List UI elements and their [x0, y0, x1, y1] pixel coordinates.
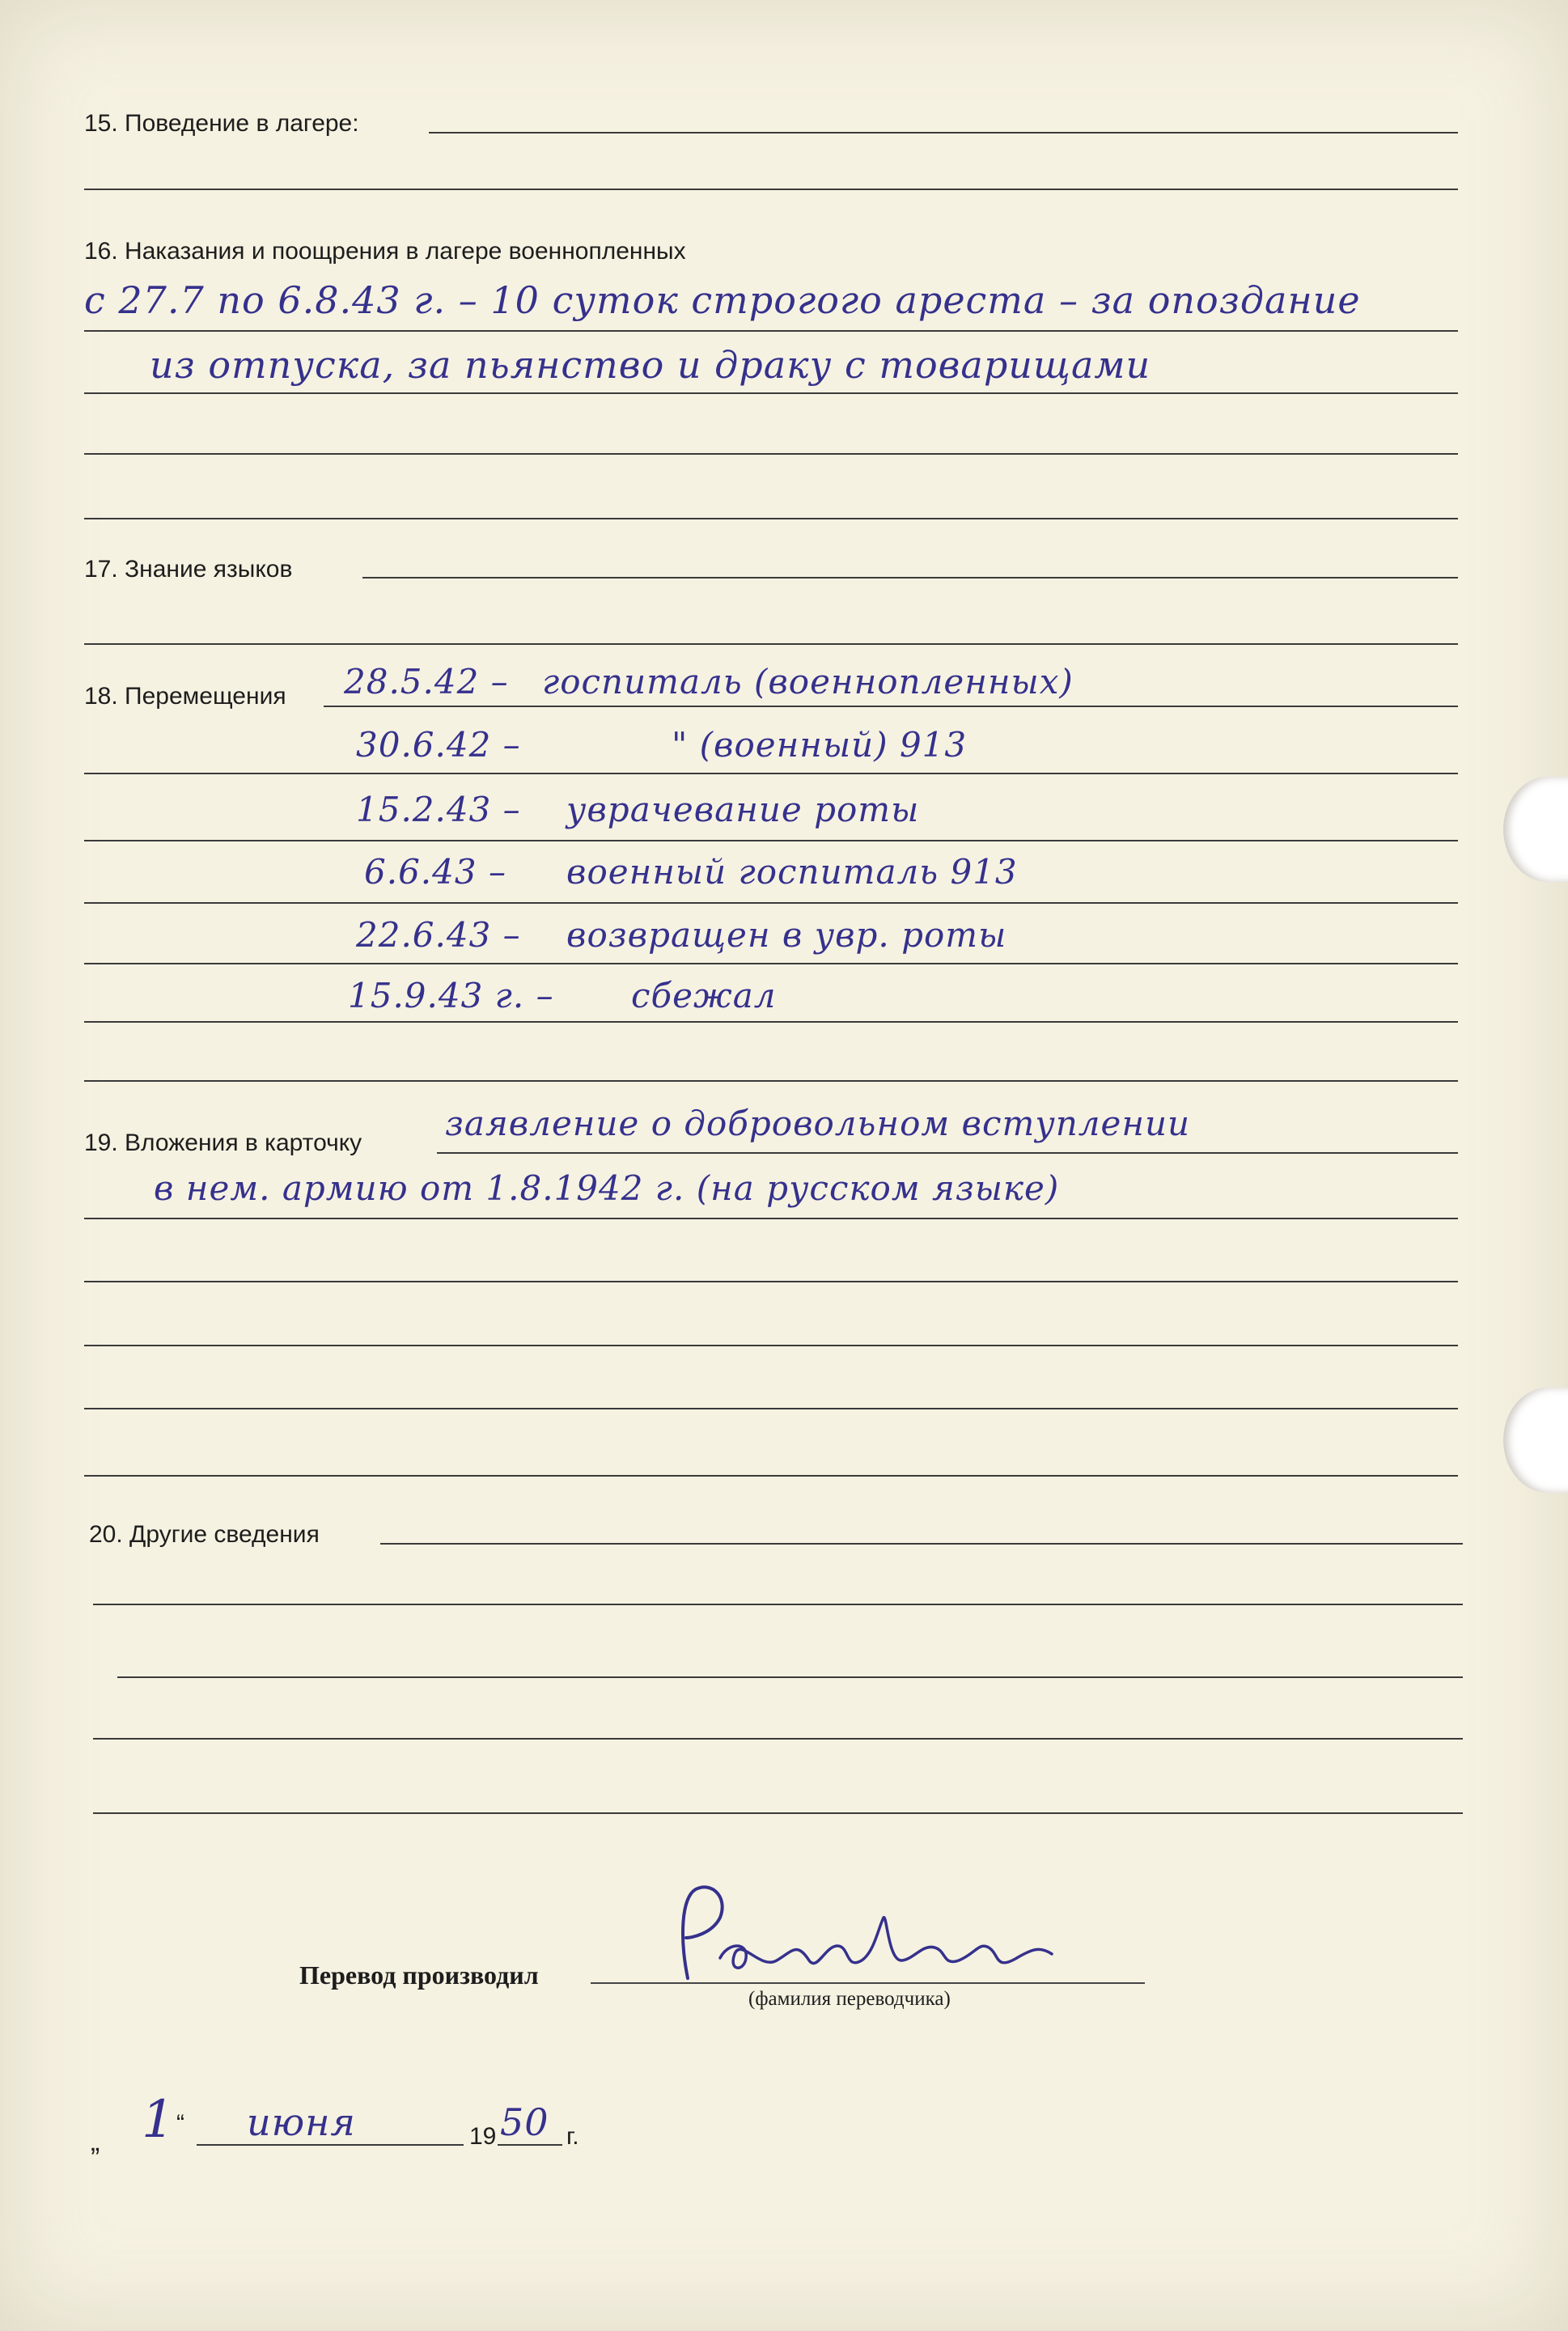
item-19-line-5 [84, 1408, 1458, 1409]
year-unit: г. [566, 2123, 579, 2150]
translator-signature [672, 1881, 1092, 1990]
item-19-line-6 [84, 1475, 1458, 1477]
item-16-handwriting-1: с 27.7 по 6.8.43 г. – 10 суток строгого ареста – за опоздание [84, 278, 1361, 322]
item-20-line-1 [380, 1543, 1463, 1545]
year-prefix: 19 [469, 2123, 497, 2150]
item-20-label: 20. Другие сведения [89, 1521, 320, 1548]
item-16-line-3 [84, 453, 1458, 455]
item-16-label: 16. Наказания и поощрения в лагере военнопленных [84, 238, 686, 265]
move-2-text: " (военный) 913 [672, 725, 968, 765]
item-18-line-4 [84, 902, 1458, 904]
move-4-date: 6.6.43 – [364, 852, 506, 892]
item-19-label: 19. Вложения в карточку [84, 1129, 362, 1156]
move-1-text: госпиталь (военнопленных) [542, 662, 1074, 701]
move-3-text: уврачевание роты [566, 790, 920, 829]
move-1-date: 28.5.42 – [344, 662, 509, 701]
date-month-line [197, 2144, 464, 2146]
item-18-line-3 [84, 840, 1458, 841]
item-18-line-5 [84, 963, 1458, 964]
item-16-line-1 [84, 330, 1458, 332]
item-19-line-4 [84, 1345, 1458, 1346]
item-19-handwriting-2: в нем. армию от 1.8.1942 г. (на русском языке) [154, 1168, 1060, 1208]
move-6-date: 15.9.43 г. – [348, 976, 554, 1015]
item-15-label: 15. Поведение в лагере: [84, 110, 359, 137]
year-line [498, 2144, 562, 2146]
binding-hole-bottom [1503, 1388, 1568, 1493]
item-20-line-2 [93, 1604, 1463, 1605]
move-3-date: 15.2.43 – [356, 790, 521, 829]
date-close-quote: “ [176, 2110, 184, 2137]
item-18-line-6 [84, 1021, 1458, 1023]
move-5-date: 22.6.43 – [356, 915, 521, 955]
item-16-handwriting-2: из отпуска, за пьянство и драку с товарищами [150, 343, 1151, 387]
item-20-line-5 [93, 1812, 1463, 1814]
date-day: 1 [142, 2090, 176, 2150]
item-19-line-1 [437, 1152, 1458, 1154]
item-20-line-4 [93, 1738, 1463, 1740]
item-16-line-4 [84, 518, 1458, 519]
date-open-quote: „ [91, 2126, 100, 2157]
item-17-label: 17. Знание языков [84, 556, 293, 583]
item-15-line-2 [84, 189, 1458, 190]
item-18-line-1 [324, 706, 1458, 707]
binding-hole-top [1503, 777, 1568, 882]
item-20-line-3 [117, 1676, 1463, 1678]
item-19-line-3 [84, 1281, 1458, 1282]
item-17-line-2 [84, 643, 1458, 645]
item-15-line-1 [429, 132, 1458, 134]
item-16-line-2 [84, 392, 1458, 394]
item-18-line-2 [84, 773, 1458, 774]
translator-caption: (фамилия переводчика) [748, 1988, 951, 2010]
date-month: июня [247, 2100, 356, 2144]
year-suffix: 50 [500, 2100, 549, 2144]
item-19-handwriting-1: заявление о добровольном вступлении [445, 1104, 1191, 1143]
move-2-date: 30.6.42 – [356, 725, 521, 765]
item-18-label: 18. Перемещения [84, 683, 286, 710]
item-19-line-2 [84, 1218, 1458, 1219]
move-4-text: военный госпиталь 913 [566, 852, 1018, 892]
item-18-line-7 [84, 1080, 1458, 1082]
move-5-text: возвращен в увр. роты [566, 915, 1007, 955]
item-17-line-1 [362, 577, 1458, 579]
move-6-text: сбежал [631, 976, 777, 1015]
translator-label: Перевод производил [299, 1960, 539, 1990]
